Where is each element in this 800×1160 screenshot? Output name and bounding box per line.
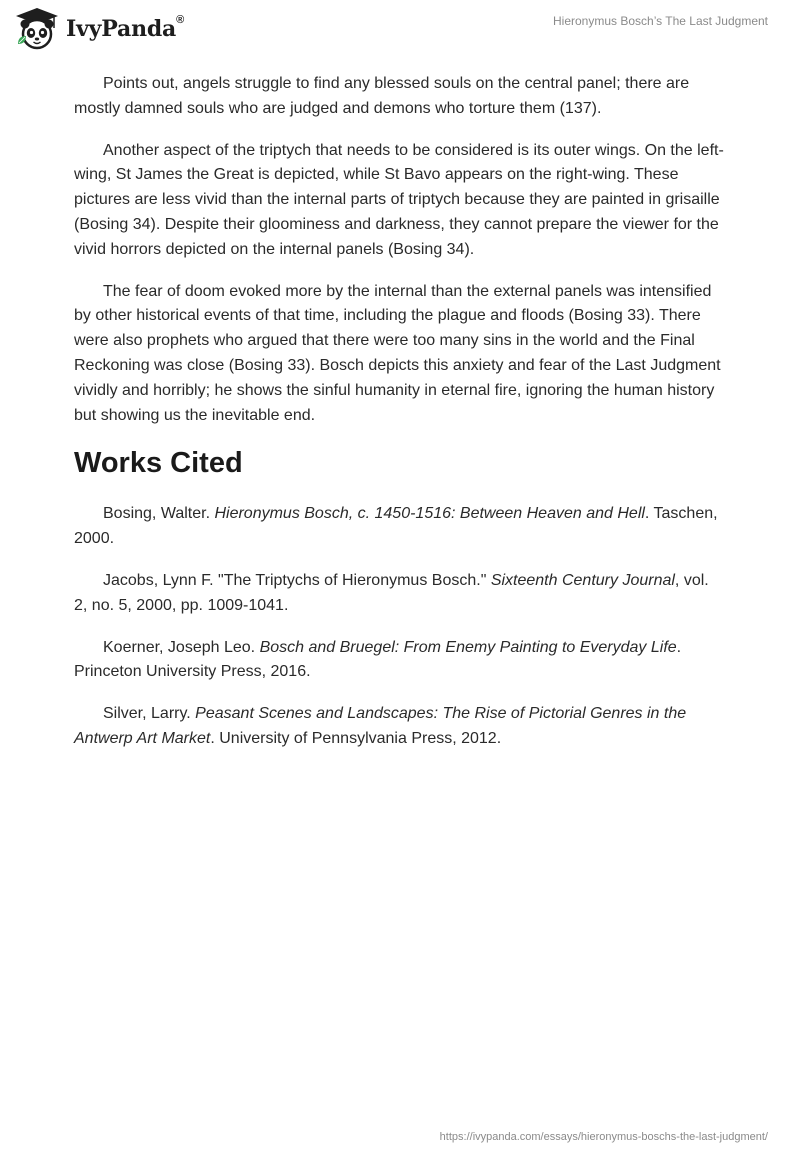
- body-paragraph: Another aspect of the triptych that needs to be considered is its outer wings. On the left-wing, St James the Great is depicted, while St Bavo appears on the right-wing. These pictures are less vivid than the internal parts of triptych because they are painted in grisaille (Bosing 34). Despite their gloominess and darkness, they cannot prepare the viewer for the vivid horrors depicted on the internal panels (Bosing 34).: [74, 141, 724, 258]
- citation-author: Silver, Larry.: [103, 705, 196, 723]
- registered-mark: ®: [176, 14, 185, 26]
- ivypanda-logo[interactable]: [14, 6, 184, 52]
- citation-entry: [74, 636, 724, 686]
- citation-title: Peasant Scenes and Landscapes: The Rise of Pictorial Genres in the Antwerp Art Market: [74, 705, 687, 747]
- footer-source-url[interactable]: https://ivypanda.com/essays/hieronymus-boschs-the-last-judgment/: [439, 1131, 768, 1143]
- citation-author: Bosing, Walter.: [103, 505, 215, 523]
- citation-author: Koerner, Joseph Leo.: [103, 638, 260, 656]
- citation-entry: [74, 502, 724, 552]
- citation-entry: [74, 702, 724, 752]
- citation-title: Hieronymus Bosch, c. 1450-1516: Between Heaven and Hell: [214, 505, 645, 523]
- citation-title: Bosch and Bruegel: From Enemy Painting to Everyday Life: [259, 638, 677, 656]
- page-header: [0, 0, 800, 70]
- body-paragraph: The fear of doom evoked more by the internal than the external panels was intensified by other historical events of that time, including the plague and floods (Bosing 33). There were also prophets who argued that there were too many sins in the world and the Final Reckoning was close (Bosing 33). Bosch depicts this anxiety and fear of the Last Judgment vividly and horribly; he shows the sinful humanity in eternal fire, ignoring the human history but showing us the inevitable end.: [74, 282, 721, 424]
- panda-graduate-icon: [14, 6, 60, 52]
- body-paragraph: Points out, angels struggle to find any blessed souls on the central panel; there are mostly damned souls who are judged and demons who torture them (137).: [74, 75, 690, 117]
- citation-details: . University of Pennsylvania Press, 2012.: [210, 729, 502, 747]
- citation-details: . Taschen, 2000.: [74, 505, 718, 548]
- citation-entry: [74, 569, 724, 619]
- running-title: Hieronymus Bosch’s The Last Judgment: [553, 14, 768, 28]
- citation-details: , vol. 2, no. 5, 2000, pp. 1009-1041.: [74, 571, 709, 614]
- citation-author: Jacobs, Lynn F. "The Triptychs of Hieronymus Bosch.": [103, 571, 491, 589]
- citation-title: Sixteenth Century Journal: [490, 571, 675, 589]
- essay-content: [74, 72, 724, 769]
- works-cited-heading: Works Cited: [74, 447, 243, 480]
- citation-details: . Princeton University Press, 2016.: [74, 638, 682, 681]
- logo-wordmark: IvyPanda®: [66, 14, 185, 42]
